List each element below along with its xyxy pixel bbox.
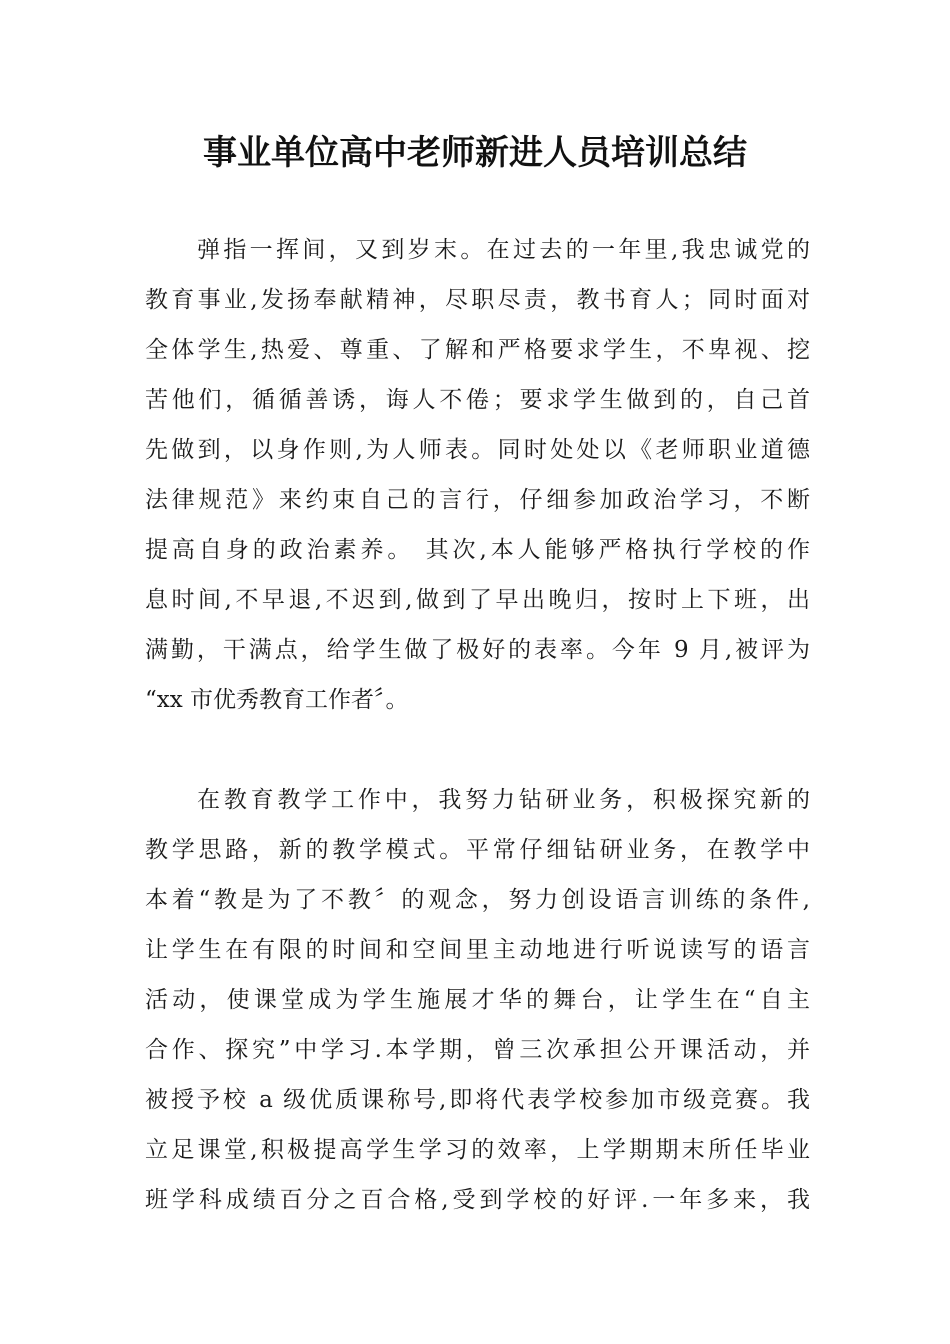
- paragraph-line: 弹指一挥间，又到岁末。在过去的一年里,我忠诚党的: [197, 237, 810, 263]
- paragraph-line: 让学生在有限的时间和空间里主动地进行听说读写的语言: [145, 937, 810, 963]
- paragraph-line: 合作、探究”中学习.本学期，曾三次承担公开课活动，并: [145, 1037, 810, 1063]
- paragraph-line: 活动，使课堂成为学生施展才华的舞台，让学生在“自主: [145, 987, 810, 1013]
- paragraph-line: 满勤，干满点，给学生做了极好的表率。今年 9 月,被评为: [145, 637, 810, 663]
- paragraph-line: 苦他们，循循善诱，诲人不倦；要求学生做到的，自己首: [145, 387, 810, 413]
- paragraph-line: 息时间,不早退,不迟到,做到了早出晚归，按时上下班，出: [145, 587, 810, 613]
- paragraph-line: 先做到，以身作则,为人师表。同时处处以《老师职业道德: [145, 437, 810, 463]
- paragraph-line: 班学科成绩百分之百合格,受到学校的好评.一年多来，我: [145, 1187, 810, 1213]
- paragraph-line: 提高自身的政治素养。 其次,本人能够严格执行学校的作: [145, 537, 810, 563]
- paragraph-line: 立足课堂,积极提高学生学习的效率，上学期期末所任毕业: [145, 1137, 810, 1163]
- paragraph-line: 本着“教是为了不教〞的观念，努力创设语言训练的条件,: [145, 887, 810, 913]
- paragraph-line: “xx 市优秀教育工作者〞。: [145, 687, 409, 713]
- paragraph-1: [145, 225, 810, 725]
- paragraph-line: 法律规范》来约束自己的言行，仔细参加政治学习，不断: [145, 487, 810, 513]
- paragraph-line: 全体学生,热爱、尊重、了解和严格要求学生，不卑视、挖: [145, 337, 810, 363]
- paragraph-line: 被授予校 a 级优质课称号,即将代表学校参加市级竞赛。我: [145, 1087, 810, 1113]
- paragraph-line: 在教育教学工作中，我努力钻研业务，积极探究新的: [197, 787, 810, 813]
- paragraph-line: 教育事业,发扬奉献精神，尽职尽责，教书育人；同时面对: [145, 287, 810, 313]
- paragraph-line: 教学思路，新的教学模式。平常仔细钻研业务，在教学中: [145, 837, 810, 863]
- document-title: 事业单位高中老师新进人员培训总结: [203, 133, 747, 173]
- paragraph-2: [145, 775, 810, 1225]
